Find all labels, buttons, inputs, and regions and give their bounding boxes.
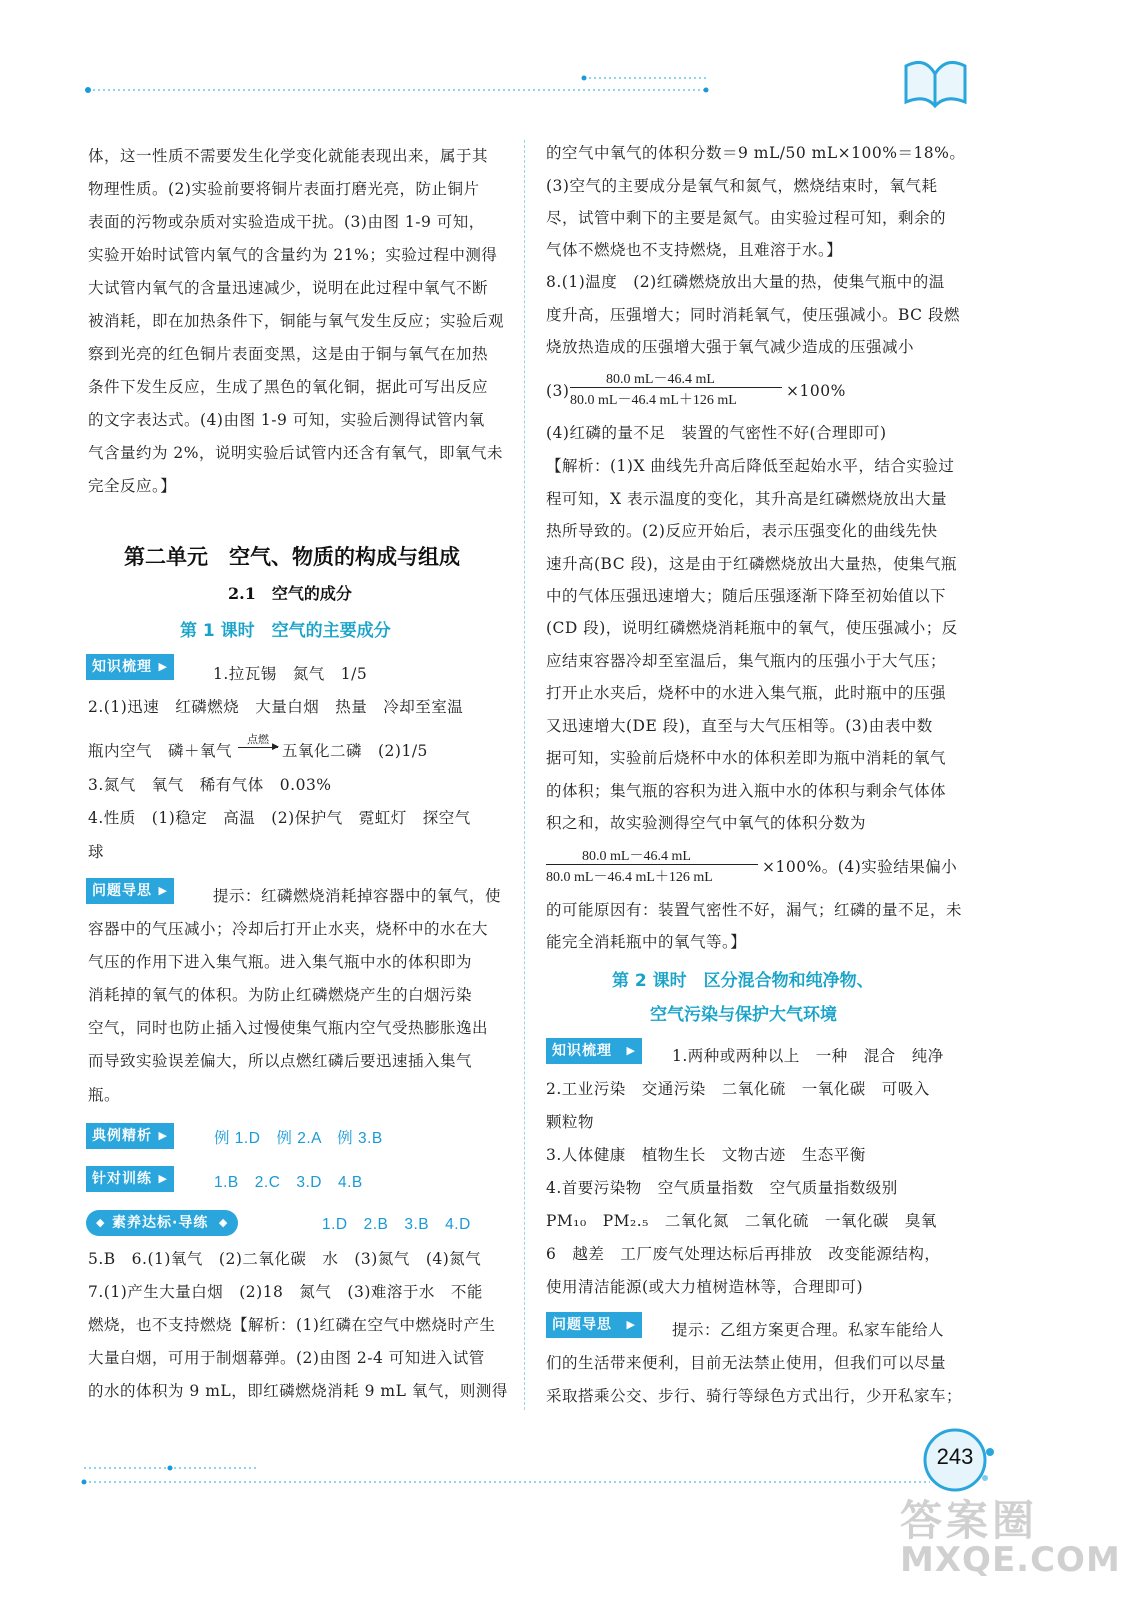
zs2-4: 4.首要污染物 空气质量指数 空气质量指数级别 <box>546 1179 898 1197</box>
unit-title: 第二单元 空气、物质的构成与组成 <box>124 545 460 569</box>
text-line: 察到光亮的红色铜片表面变黑，这是由于铜与氧气在加热 <box>88 345 489 363</box>
badge-wenti2: 问题导思 ▶ <box>546 1312 642 1338</box>
header-decoration <box>0 0 1091 120</box>
wt2-line: 们的生活带来便利，目前无法禁止使用，但我们可以尽量 <box>546 1354 947 1372</box>
text-line: 大量白烟，可用于制烟幕弹。(2)由图 2-4 可知进入试管 <box>88 1349 485 1367</box>
pm-line: PM₁₀ PM₂.₅ 二氧化氮 二氧化硫 一氧化碳 臭氧 <box>546 1212 937 1230</box>
text-line: 应结束容器冷却至室温后，集气瓶内的压强小于大气压； <box>546 652 947 670</box>
fraction-1 <box>570 368 785 408</box>
text-line: 气体不燃烧也不支持燃烧，且难溶于水。】 <box>546 241 843 259</box>
zhendui-answers: 1.B 2.C 3.D 4.B <box>214 1174 363 1191</box>
text-line: 据可知，实验前后烧杯中水的体积差即为瓶中消耗的氧气 <box>546 749 947 767</box>
suyang-answers: 1.D 2.B 3.B 4.D <box>322 1216 471 1233</box>
text-line: 积之和，故实验测得空气中氧气的体积分数为 <box>546 814 867 832</box>
zs2-3: 3.人体健康 植物生长 文物古迹 生态平衡 <box>546 1146 866 1164</box>
zs2-2: 2.工业污染 交通污染 二氧化硫 一氧化碳 可吸入 <box>546 1080 930 1098</box>
fraction-2 <box>546 845 761 885</box>
text-line: 体，这一性质不需要发生化学变化就能表现出来，属于其 <box>88 147 489 165</box>
fraction-denominator: 80.0 mL－46.4 mL＋126 mL <box>570 393 737 408</box>
fraction-denominator: 80.0 mL－46.4 mL＋126 mL <box>546 870 713 885</box>
badge-zhishi2: 知识梳理 ▶ <box>546 1038 642 1064</box>
text-line: 打开止水夹后，烧杯中的水进入集气瓶，此时瓶中的压强 <box>546 684 947 702</box>
wt-line: 空气，同时也防止插入过慢使集气瓶内空气受热膨胀逸出 <box>88 1019 489 1037</box>
lesson2-title-a: 第 2 课时 区分混合物和纯净物、 <box>612 971 874 991</box>
text-line: (CD 段)，说明红磷燃烧消耗瓶中的氧气，使压强减小；反 <box>546 619 958 637</box>
text-line: 的可能原因有：装置气密性不好，漏气；红磷的量不足，未 <box>546 901 963 919</box>
fraction-bar <box>546 864 758 865</box>
zs-2b-pre: 瓶内空气 磷＋氧气 <box>88 742 233 760</box>
wt-line: 容器中的气压减小；冷却后打开止水夹，烧杯中的水在大 <box>88 920 489 938</box>
text-line: 被消耗，即在加热条件下，铜能与氧气发生反应；实验后观 <box>88 312 505 330</box>
zs2-2b: 颗粒物 <box>546 1113 595 1131</box>
fraction-numerator: 80.0 mL－46.4 mL <box>582 849 691 864</box>
wt2-line: 采取搭乘公交、步行、骑行等绿色方式出行，少开私家车； <box>546 1387 963 1405</box>
badge-dianli: 典例精析 ▶ <box>86 1123 174 1149</box>
dianli-answers: 例 1.D 例 2.A 例 3.B <box>214 1130 383 1147</box>
text-line: 中的气体压强迅速增大；随后压强逐渐下降至初始值以下 <box>546 587 947 605</box>
wt-line: 提示：红磷燃烧消耗掉容器中的氧气，使 <box>213 887 502 905</box>
frac2-suffix: ×100%。(4)实验结果偏小 <box>762 858 958 876</box>
text-line: 大试管内氧气的含量迅速减少，说明在此过程中氧气不断 <box>88 279 489 297</box>
text-line: 气含量约为 2%，说明实验后试管内还含有氧气，即氧气未 <box>88 444 504 462</box>
text-line: 5.B 6.(1)氧气 (2)二氧化碳 水 (3)氮气 (4)氮气 <box>88 1250 482 1268</box>
column-divider <box>524 140 525 1410</box>
zs-1: 1.拉瓦锡 氮气 1/5 <box>213 665 368 683</box>
text-line: 完全反应。】 <box>88 477 177 495</box>
text-line: 实验开始时试管内氧气的含量约为 21%；实验过程中测得 <box>88 246 498 264</box>
badge-zhendui: 针对训练 ▶ <box>86 1166 174 1192</box>
zs-2: 2.(1)迅速 红磷燃烧 大量白烟 热量 冷却至室温 <box>88 698 464 716</box>
zs2-1: 1.两种或两种以上 一种 混合 纯净 <box>672 1047 944 1065</box>
fraction-bar <box>570 387 782 388</box>
lesson1-title: 第 1 课时 空气的主要成分 <box>180 621 391 641</box>
text-line: 速升高(BC 段)，这是由于红磷燃烧放出大量热，使集气瓶 <box>546 555 958 573</box>
text-line: 物理性质。(2)实验前要将铜片表面打磨光亮，防止铜片 <box>88 180 480 198</box>
r-4: (4)红磷的量不足 装置的气密性不好(合理即可) <box>546 424 887 442</box>
lesson2-title-b: 空气污染与保护大气环境 <box>650 1005 837 1025</box>
zs-4: 4.性质 (1)稳定 高温 (2)保护气 霓虹灯 探空气 <box>88 809 471 827</box>
page-number: 243 <box>936 1444 974 1469</box>
watermark-url: MXQE.COM <box>900 1540 1121 1580</box>
text-line: 热所导致的。(2)反应开始后，表示压强变化的曲线先快 <box>546 522 938 540</box>
text-line: 度升高，压强增大；同时消耗氧气，使压强减小。BC 段燃 <box>546 306 960 324</box>
arrow-head-icon: ▶ <box>272 742 279 752</box>
wt-line: 瓶。 <box>88 1086 121 1104</box>
text-line: (3)空气的主要成分是氧气和氮气，燃烧结束时，氧气耗 <box>546 177 938 195</box>
wt-line: 而导致实验误差偏大，所以点燃红磷后要迅速插入集气 <box>88 1052 473 1070</box>
book-icon <box>906 62 965 106</box>
frac1-prefix: (3) <box>546 382 570 400</box>
reaction-condition: 点燃 <box>247 733 269 746</box>
text-line: 的体积；集气瓶的容积为进入瓶中水的体积与剩余气体体 <box>546 782 947 800</box>
text-line: 烧放热造成的压强增大强于氧气减少造成的压强减小 <box>546 338 915 356</box>
section-title: 2.1 空气的成分 <box>228 584 352 603</box>
zs-2b-post: 五氧化二磷 (2)1/5 <box>282 742 428 760</box>
frac1-suffix: ×100% <box>786 382 846 400</box>
text-line: 尽，试管中剩下的主要是氮气。由实验过程可知，剩余的 <box>546 209 947 227</box>
wt2-line: 提示：乙组方案更合理。私家车能给人 <box>672 1321 945 1339</box>
text-line: 7.(1)产生大量白烟 (2)18 氮气 (3)难溶于水 不能 <box>88 1283 483 1301</box>
watermark-logo: 答案圈 <box>900 1496 1039 1545</box>
text-line: 8.(1)温度 (2)红磷燃烧放出大量的热，使集气瓶中的温 <box>546 273 945 291</box>
text-line: 【解析：(1)X 曲线先升高后降低至起始水平，结合实验过 <box>546 457 955 475</box>
text-line: 能完全消耗瓶中的氧气等。】 <box>546 933 747 951</box>
text-line: 条件下发生反应，生成了黑色的氧化铜，据此可写出反应 <box>88 378 489 396</box>
text-line: 的空气中氧气的体积分数＝9 mL/50 mL×100%＝18%。 <box>546 144 966 162</box>
wt-line: 消耗掉的氧气的体积。为防止红磷燃烧产生的白烟污染 <box>88 986 473 1004</box>
fraction-numerator: 80.0 mL－46.4 mL <box>606 372 715 387</box>
badge-zhishi: 知识梳理 ▶ <box>86 654 174 680</box>
text-line: 燃烧，也不支持燃烧【解析：(1)红磷在空气中燃烧时产生 <box>88 1316 496 1334</box>
zs-4b: 球 <box>88 843 105 861</box>
badge-wenti: 问题导思 ▶ <box>86 878 174 904</box>
text-line: 表面的污物或杂质对实验造成干扰。(3)由图 1-9 可知， <box>88 213 485 231</box>
text-line: 的文字表达式。(4)由图 1-9 可知，实验后测得试管内氧 <box>88 411 485 429</box>
badge-suyang: ◆ 素养达标·导练 ◆ <box>86 1210 238 1236</box>
text-line: 程可知，X 表示温度的变化，其升高是红磷燃烧放出大量 <box>546 490 947 508</box>
text-line: 的水的体积为 9 mL，即红磷燃烧消耗 9 mL 氧气，则测得 <box>88 1382 508 1400</box>
text-line: 又迅速增大(DE 段)，直至与大气压相等。(3)由表中数 <box>546 717 933 735</box>
zs2-7: 使用清洁能源(或大力植树造林等，合理即可) <box>546 1278 864 1296</box>
wt-line: 气压的作用下进入集气瓶。进入集气瓶中水的体积即为 <box>88 953 473 971</box>
zs2-6: 6 越差 工厂废气处理达标后再排放 改变能源结构， <box>546 1245 941 1263</box>
zs-3: 3.氮气 氧气 稀有气体 0.03% <box>88 776 332 794</box>
